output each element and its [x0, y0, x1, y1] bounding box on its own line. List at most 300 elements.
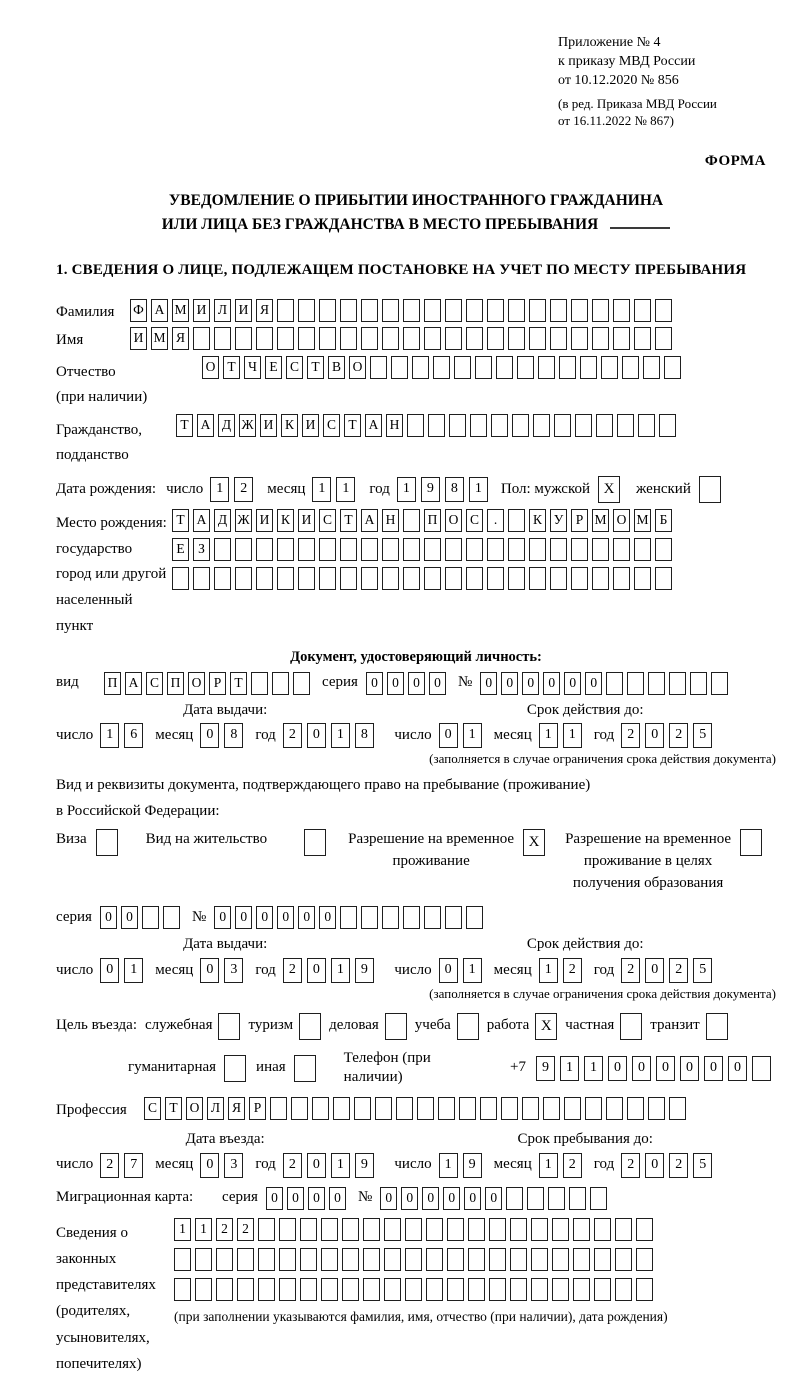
- char-box[interactable]: [580, 356, 597, 379]
- permit-expiry-month-input[interactable]: [539, 958, 587, 983]
- char-box[interactable]: М: [172, 299, 189, 322]
- char-box[interactable]: [573, 1218, 590, 1241]
- char-box[interactable]: 0: [564, 672, 581, 695]
- expiry-day-input[interactable]: [439, 723, 487, 748]
- char-box[interactable]: [564, 1097, 581, 1120]
- migration-number-input[interactable]: [380, 1187, 611, 1210]
- char-box[interactable]: Ф: [130, 299, 147, 322]
- char-box[interactable]: [501, 1097, 518, 1120]
- issue-month-input[interactable]: [200, 723, 248, 748]
- char-box[interactable]: [711, 672, 728, 695]
- char-box[interactable]: [508, 567, 525, 590]
- char-box[interactable]: [573, 1278, 590, 1301]
- char-box[interactable]: 0: [522, 672, 539, 695]
- char-box[interactable]: [277, 538, 294, 561]
- profession-input[interactable]: [144, 1097, 690, 1120]
- char-box[interactable]: М: [592, 509, 609, 532]
- char-box[interactable]: [193, 567, 210, 590]
- char-box[interactable]: 9: [536, 1056, 555, 1081]
- char-box[interactable]: [258, 1278, 275, 1301]
- char-box[interactable]: [375, 1097, 392, 1120]
- char-box[interactable]: [527, 1187, 544, 1210]
- permit-issue-day-input[interactable]: [100, 958, 148, 983]
- char-box[interactable]: [592, 538, 609, 561]
- char-box[interactable]: 1: [539, 1153, 558, 1178]
- char-box[interactable]: [659, 414, 676, 437]
- char-box[interactable]: [363, 1278, 380, 1301]
- char-box[interactable]: [613, 567, 630, 590]
- char-box[interactable]: [445, 327, 462, 350]
- char-box[interactable]: [277, 567, 294, 590]
- char-box[interactable]: [496, 356, 513, 379]
- char-box[interactable]: А: [125, 672, 142, 695]
- char-box[interactable]: [382, 906, 399, 929]
- char-box[interactable]: [529, 299, 546, 322]
- char-box[interactable]: 9: [463, 1153, 482, 1178]
- char-box[interactable]: П: [104, 672, 121, 695]
- char-box[interactable]: [475, 356, 492, 379]
- char-box[interactable]: [508, 327, 525, 350]
- char-box[interactable]: И: [260, 414, 277, 437]
- char-box[interactable]: М: [151, 327, 168, 350]
- entry-year-input[interactable]: [283, 1153, 379, 1178]
- birth-day-input[interactable]: [210, 477, 258, 502]
- char-box[interactable]: [550, 327, 567, 350]
- char-box[interactable]: [340, 906, 357, 929]
- char-box[interactable]: [163, 906, 180, 929]
- char-box[interactable]: 0: [277, 906, 294, 929]
- char-box[interactable]: [298, 567, 315, 590]
- char-box[interactable]: [592, 299, 609, 322]
- char-box[interactable]: З: [193, 538, 210, 561]
- char-box[interactable]: 0: [401, 1187, 418, 1210]
- char-box[interactable]: Л: [207, 1097, 224, 1120]
- char-box[interactable]: Д: [218, 414, 235, 437]
- citizenship-input[interactable]: [176, 414, 680, 437]
- char-box[interactable]: [613, 327, 630, 350]
- char-box[interactable]: А: [365, 414, 382, 437]
- char-box[interactable]: [370, 356, 387, 379]
- phone-input[interactable]: [536, 1056, 776, 1081]
- char-box[interactable]: [690, 672, 707, 695]
- issue-day-input[interactable]: [100, 723, 148, 748]
- char-box[interactable]: [235, 327, 252, 350]
- stay-month-input[interactable]: [539, 1153, 587, 1178]
- char-box[interactable]: 0: [408, 672, 425, 695]
- char-box[interactable]: [594, 1218, 611, 1241]
- char-box[interactable]: Т: [172, 509, 189, 532]
- entry-day-input[interactable]: [100, 1153, 148, 1178]
- char-box[interactable]: [615, 1278, 632, 1301]
- char-box[interactable]: 5: [693, 723, 712, 748]
- char-box[interactable]: [594, 1248, 611, 1271]
- char-box[interactable]: [627, 1097, 644, 1120]
- migration-series-input[interactable]: [266, 1187, 350, 1210]
- char-box[interactable]: [447, 1248, 464, 1271]
- char-box[interactable]: [447, 1278, 464, 1301]
- char-box[interactable]: К: [281, 414, 298, 437]
- char-box[interactable]: О: [349, 356, 366, 379]
- char-box[interactable]: 0: [656, 1056, 675, 1081]
- char-box[interactable]: С: [144, 1097, 161, 1120]
- char-box[interactable]: [412, 356, 429, 379]
- char-box[interactable]: [466, 327, 483, 350]
- char-box[interactable]: Д: [214, 509, 231, 532]
- char-box[interactable]: 0: [319, 906, 336, 929]
- permit-expiry-year-input[interactable]: [621, 958, 717, 983]
- char-box[interactable]: [510, 1278, 527, 1301]
- char-box[interactable]: [340, 299, 357, 322]
- char-box[interactable]: 3: [224, 958, 243, 983]
- issue-year-input[interactable]: [283, 723, 379, 748]
- char-box[interactable]: [454, 356, 471, 379]
- char-box[interactable]: [382, 299, 399, 322]
- char-box[interactable]: [277, 327, 294, 350]
- char-box[interactable]: 2: [100, 1153, 119, 1178]
- permit-issue-month-input[interactable]: [200, 958, 248, 983]
- char-box[interactable]: С: [146, 672, 163, 695]
- char-box[interactable]: [403, 538, 420, 561]
- char-box[interactable]: [508, 509, 525, 532]
- char-box[interactable]: [571, 299, 588, 322]
- char-box[interactable]: 0: [645, 958, 664, 983]
- char-box[interactable]: [592, 327, 609, 350]
- char-box[interactable]: [293, 672, 310, 695]
- char-box[interactable]: [428, 414, 445, 437]
- char-box[interactable]: [596, 414, 613, 437]
- char-box[interactable]: 2: [563, 958, 582, 983]
- char-box[interactable]: [559, 356, 576, 379]
- given-name-input[interactable]: [130, 327, 676, 350]
- char-box[interactable]: [445, 299, 462, 322]
- char-box[interactable]: [466, 538, 483, 561]
- char-box[interactable]: 1: [397, 477, 416, 502]
- char-box[interactable]: [424, 906, 441, 929]
- char-box[interactable]: 1: [195, 1218, 212, 1241]
- char-box[interactable]: [550, 567, 567, 590]
- char-box[interactable]: [489, 1278, 506, 1301]
- char-box[interactable]: 2: [234, 477, 253, 502]
- visa-checkbox[interactable]: [96, 829, 118, 856]
- permit-issue-year-input[interactable]: [283, 958, 379, 983]
- char-box[interactable]: [270, 1097, 287, 1120]
- char-box[interactable]: [279, 1278, 296, 1301]
- char-box[interactable]: 2: [237, 1218, 254, 1241]
- char-box[interactable]: [648, 672, 665, 695]
- char-box[interactable]: [403, 906, 420, 929]
- char-box[interactable]: 0: [422, 1187, 439, 1210]
- char-box[interactable]: [487, 299, 504, 322]
- char-box[interactable]: [594, 1278, 611, 1301]
- sex-male-checkbox[interactable]: X: [598, 476, 620, 503]
- char-box[interactable]: [237, 1248, 254, 1271]
- char-box[interactable]: 2: [283, 958, 302, 983]
- char-box[interactable]: [195, 1248, 212, 1271]
- char-box[interactable]: И: [130, 327, 147, 350]
- legal-reps-row3-input[interactable]: [174, 1278, 668, 1301]
- char-box[interactable]: [468, 1218, 485, 1241]
- char-box[interactable]: И: [193, 299, 210, 322]
- char-box[interactable]: [216, 1278, 233, 1301]
- char-box[interactable]: [300, 1248, 317, 1271]
- char-box[interactable]: [279, 1248, 296, 1271]
- char-box[interactable]: О: [188, 672, 205, 695]
- char-box[interactable]: 1: [439, 1153, 458, 1178]
- char-box[interactable]: [468, 1278, 485, 1301]
- char-box[interactable]: 0: [439, 723, 458, 748]
- char-box[interactable]: [529, 538, 546, 561]
- char-box[interactable]: 1: [584, 1056, 603, 1081]
- purpose-transit-checkbox[interactable]: [706, 1013, 728, 1040]
- char-box[interactable]: [405, 1248, 422, 1271]
- char-box[interactable]: [550, 538, 567, 561]
- char-box[interactable]: И: [235, 299, 252, 322]
- char-box[interactable]: [426, 1278, 443, 1301]
- char-box[interactable]: 5: [693, 1153, 712, 1178]
- char-box[interactable]: [403, 299, 420, 322]
- char-box[interactable]: 0: [704, 1056, 723, 1081]
- char-box[interactable]: 0: [329, 1187, 346, 1210]
- purpose-tourism-checkbox[interactable]: [299, 1013, 321, 1040]
- purpose-work-checkbox[interactable]: X: [535, 1013, 557, 1040]
- char-box[interactable]: [466, 906, 483, 929]
- char-box[interactable]: [279, 1218, 296, 1241]
- char-box[interactable]: 0: [307, 958, 326, 983]
- entry-month-input[interactable]: [200, 1153, 248, 1178]
- char-box[interactable]: [615, 1218, 632, 1241]
- char-box[interactable]: 0: [200, 723, 219, 748]
- char-box[interactable]: Я: [228, 1097, 245, 1120]
- char-box[interactable]: [468, 1248, 485, 1271]
- char-box[interactable]: О: [445, 509, 462, 532]
- char-box[interactable]: [571, 567, 588, 590]
- char-box[interactable]: 1: [539, 723, 558, 748]
- char-box[interactable]: 0: [121, 906, 138, 929]
- char-box[interactable]: [487, 567, 504, 590]
- char-box[interactable]: 0: [501, 672, 518, 695]
- char-box[interactable]: 2: [563, 1153, 582, 1178]
- char-box[interactable]: 2: [216, 1218, 233, 1241]
- char-box[interactable]: 9: [421, 477, 440, 502]
- char-box[interactable]: [655, 567, 672, 590]
- doc-series-input[interactable]: [366, 672, 450, 695]
- char-box[interactable]: [321, 1278, 338, 1301]
- char-box[interactable]: [300, 1218, 317, 1241]
- char-box[interactable]: [424, 327, 441, 350]
- char-box[interactable]: К: [277, 509, 294, 532]
- char-box[interactable]: 8: [355, 723, 374, 748]
- char-box[interactable]: [321, 1248, 338, 1271]
- char-box[interactable]: [554, 414, 571, 437]
- char-box[interactable]: [466, 567, 483, 590]
- char-box[interactable]: [426, 1218, 443, 1241]
- char-box[interactable]: С: [319, 509, 336, 532]
- char-box[interactable]: [216, 1248, 233, 1271]
- char-box[interactable]: 0: [543, 672, 560, 695]
- residence-permit-checkbox[interactable]: [304, 829, 326, 856]
- char-box[interactable]: 0: [429, 672, 446, 695]
- char-box[interactable]: [606, 672, 623, 695]
- purpose-private-checkbox[interactable]: [620, 1013, 642, 1040]
- purpose-business-checkbox[interactable]: [385, 1013, 407, 1040]
- char-box[interactable]: [571, 327, 588, 350]
- char-box[interactable]: Я: [256, 299, 273, 322]
- char-box[interactable]: И: [302, 414, 319, 437]
- permit-expiry-day-input[interactable]: [439, 958, 487, 983]
- char-box[interactable]: [643, 356, 660, 379]
- char-box[interactable]: [174, 1248, 191, 1271]
- char-box[interactable]: [470, 414, 487, 437]
- char-box[interactable]: [312, 1097, 329, 1120]
- char-box[interactable]: [237, 1278, 254, 1301]
- char-box[interactable]: У: [550, 509, 567, 532]
- char-box[interactable]: [508, 299, 525, 322]
- char-box[interactable]: [258, 1248, 275, 1271]
- char-box[interactable]: [195, 1278, 212, 1301]
- edu-permit-checkbox[interactable]: [740, 829, 762, 856]
- char-box[interactable]: [256, 327, 273, 350]
- char-box[interactable]: [298, 538, 315, 561]
- char-box[interactable]: Л: [214, 299, 231, 322]
- char-box[interactable]: [361, 567, 378, 590]
- stay-year-input[interactable]: [621, 1153, 717, 1178]
- char-box[interactable]: 0: [380, 1187, 397, 1210]
- char-box[interactable]: [424, 567, 441, 590]
- char-box[interactable]: [321, 1218, 338, 1241]
- char-box[interactable]: 0: [200, 958, 219, 983]
- char-box[interactable]: 7: [124, 1153, 143, 1178]
- birth-place-row3-input[interactable]: [172, 567, 676, 590]
- char-box[interactable]: [235, 538, 252, 561]
- char-box[interactable]: [655, 538, 672, 561]
- char-box[interactable]: 0: [287, 1187, 304, 1210]
- char-box[interactable]: [517, 356, 534, 379]
- char-box[interactable]: [172, 567, 189, 590]
- char-box[interactable]: [258, 1218, 275, 1241]
- purpose-official-checkbox[interactable]: [218, 1013, 240, 1040]
- char-box[interactable]: Р: [571, 509, 588, 532]
- char-box[interactable]: Н: [386, 414, 403, 437]
- char-box[interactable]: [445, 906, 462, 929]
- char-box[interactable]: [391, 356, 408, 379]
- char-box[interactable]: [272, 672, 289, 695]
- char-box[interactable]: О: [202, 356, 219, 379]
- char-box[interactable]: [533, 414, 550, 437]
- char-box[interactable]: [340, 327, 357, 350]
- char-box[interactable]: 0: [387, 672, 404, 695]
- char-box[interactable]: [319, 299, 336, 322]
- char-box[interactable]: [384, 1218, 401, 1241]
- char-box[interactable]: 0: [485, 1187, 502, 1210]
- char-box[interactable]: [466, 299, 483, 322]
- legal-reps-row1-input[interactable]: [174, 1218, 668, 1241]
- char-box[interactable]: [214, 327, 231, 350]
- char-box[interactable]: 1: [463, 723, 482, 748]
- char-box[interactable]: О: [613, 509, 630, 532]
- char-box[interactable]: 0: [256, 906, 273, 929]
- char-box[interactable]: А: [197, 414, 214, 437]
- char-box[interactable]: 2: [669, 1153, 688, 1178]
- char-box[interactable]: 8: [224, 723, 243, 748]
- char-box[interactable]: 0: [298, 906, 315, 929]
- char-box[interactable]: [363, 1218, 380, 1241]
- char-box[interactable]: [417, 1097, 434, 1120]
- legal-reps-row2-input[interactable]: [174, 1248, 668, 1271]
- char-box[interactable]: 9: [355, 958, 374, 983]
- char-box[interactable]: [298, 327, 315, 350]
- birth-place-row1-input[interactable]: [172, 509, 676, 532]
- char-box[interactable]: 1: [560, 1056, 579, 1081]
- char-box[interactable]: С: [286, 356, 303, 379]
- char-box[interactable]: [522, 1097, 539, 1120]
- char-box[interactable]: [648, 1097, 665, 1120]
- char-box[interactable]: [487, 327, 504, 350]
- char-box[interactable]: [361, 327, 378, 350]
- char-box[interactable]: Р: [209, 672, 226, 695]
- char-box[interactable]: [669, 1097, 686, 1120]
- char-box[interactable]: 0: [439, 958, 458, 983]
- char-box[interactable]: М: [634, 509, 651, 532]
- char-box[interactable]: [342, 1278, 359, 1301]
- char-box[interactable]: [617, 414, 634, 437]
- char-box[interactable]: 2: [283, 723, 302, 748]
- purpose-other-checkbox[interactable]: [294, 1055, 316, 1082]
- char-box[interactable]: [445, 538, 462, 561]
- char-box[interactable]: Я: [172, 327, 189, 350]
- char-box[interactable]: [480, 1097, 497, 1120]
- char-box[interactable]: [655, 299, 672, 322]
- char-box[interactable]: Р: [249, 1097, 266, 1120]
- char-box[interactable]: 1: [463, 958, 482, 983]
- char-box[interactable]: 8: [445, 477, 464, 502]
- char-box[interactable]: [571, 538, 588, 561]
- expiry-year-input[interactable]: [621, 723, 717, 748]
- char-box[interactable]: Т: [223, 356, 240, 379]
- char-box[interactable]: 2: [669, 723, 688, 748]
- char-box[interactable]: [363, 1248, 380, 1271]
- char-box[interactable]: 2: [621, 958, 640, 983]
- birth-place-row2-input[interactable]: [172, 538, 676, 561]
- char-box[interactable]: С: [466, 509, 483, 532]
- char-box[interactable]: 0: [645, 723, 664, 748]
- patronymic-input[interactable]: [202, 356, 685, 379]
- char-box[interactable]: [142, 906, 159, 929]
- char-box[interactable]: [543, 1097, 560, 1120]
- char-box[interactable]: 1: [331, 723, 350, 748]
- birth-year-input[interactable]: [397, 477, 493, 502]
- char-box[interactable]: [615, 1248, 632, 1271]
- char-box[interactable]: [634, 327, 651, 350]
- char-box[interactable]: [510, 1218, 527, 1241]
- char-box[interactable]: 0: [308, 1187, 325, 1210]
- char-box[interactable]: [256, 567, 273, 590]
- char-box[interactable]: Ж: [235, 509, 252, 532]
- char-box[interactable]: [424, 299, 441, 322]
- char-box[interactable]: 0: [645, 1153, 664, 1178]
- purpose-humanitarian-checkbox[interactable]: [224, 1055, 246, 1082]
- char-box[interactable]: 1: [336, 477, 355, 502]
- char-box[interactable]: [638, 414, 655, 437]
- char-box[interactable]: 1: [124, 958, 143, 983]
- char-box[interactable]: 0: [728, 1056, 747, 1081]
- sex-female-checkbox[interactable]: [699, 476, 721, 503]
- char-box[interactable]: [531, 1218, 548, 1241]
- char-box[interactable]: Т: [230, 672, 247, 695]
- char-box[interactable]: Е: [172, 538, 189, 561]
- char-box[interactable]: 0: [443, 1187, 460, 1210]
- char-box[interactable]: [552, 1218, 569, 1241]
- char-box[interactable]: 0: [480, 672, 497, 695]
